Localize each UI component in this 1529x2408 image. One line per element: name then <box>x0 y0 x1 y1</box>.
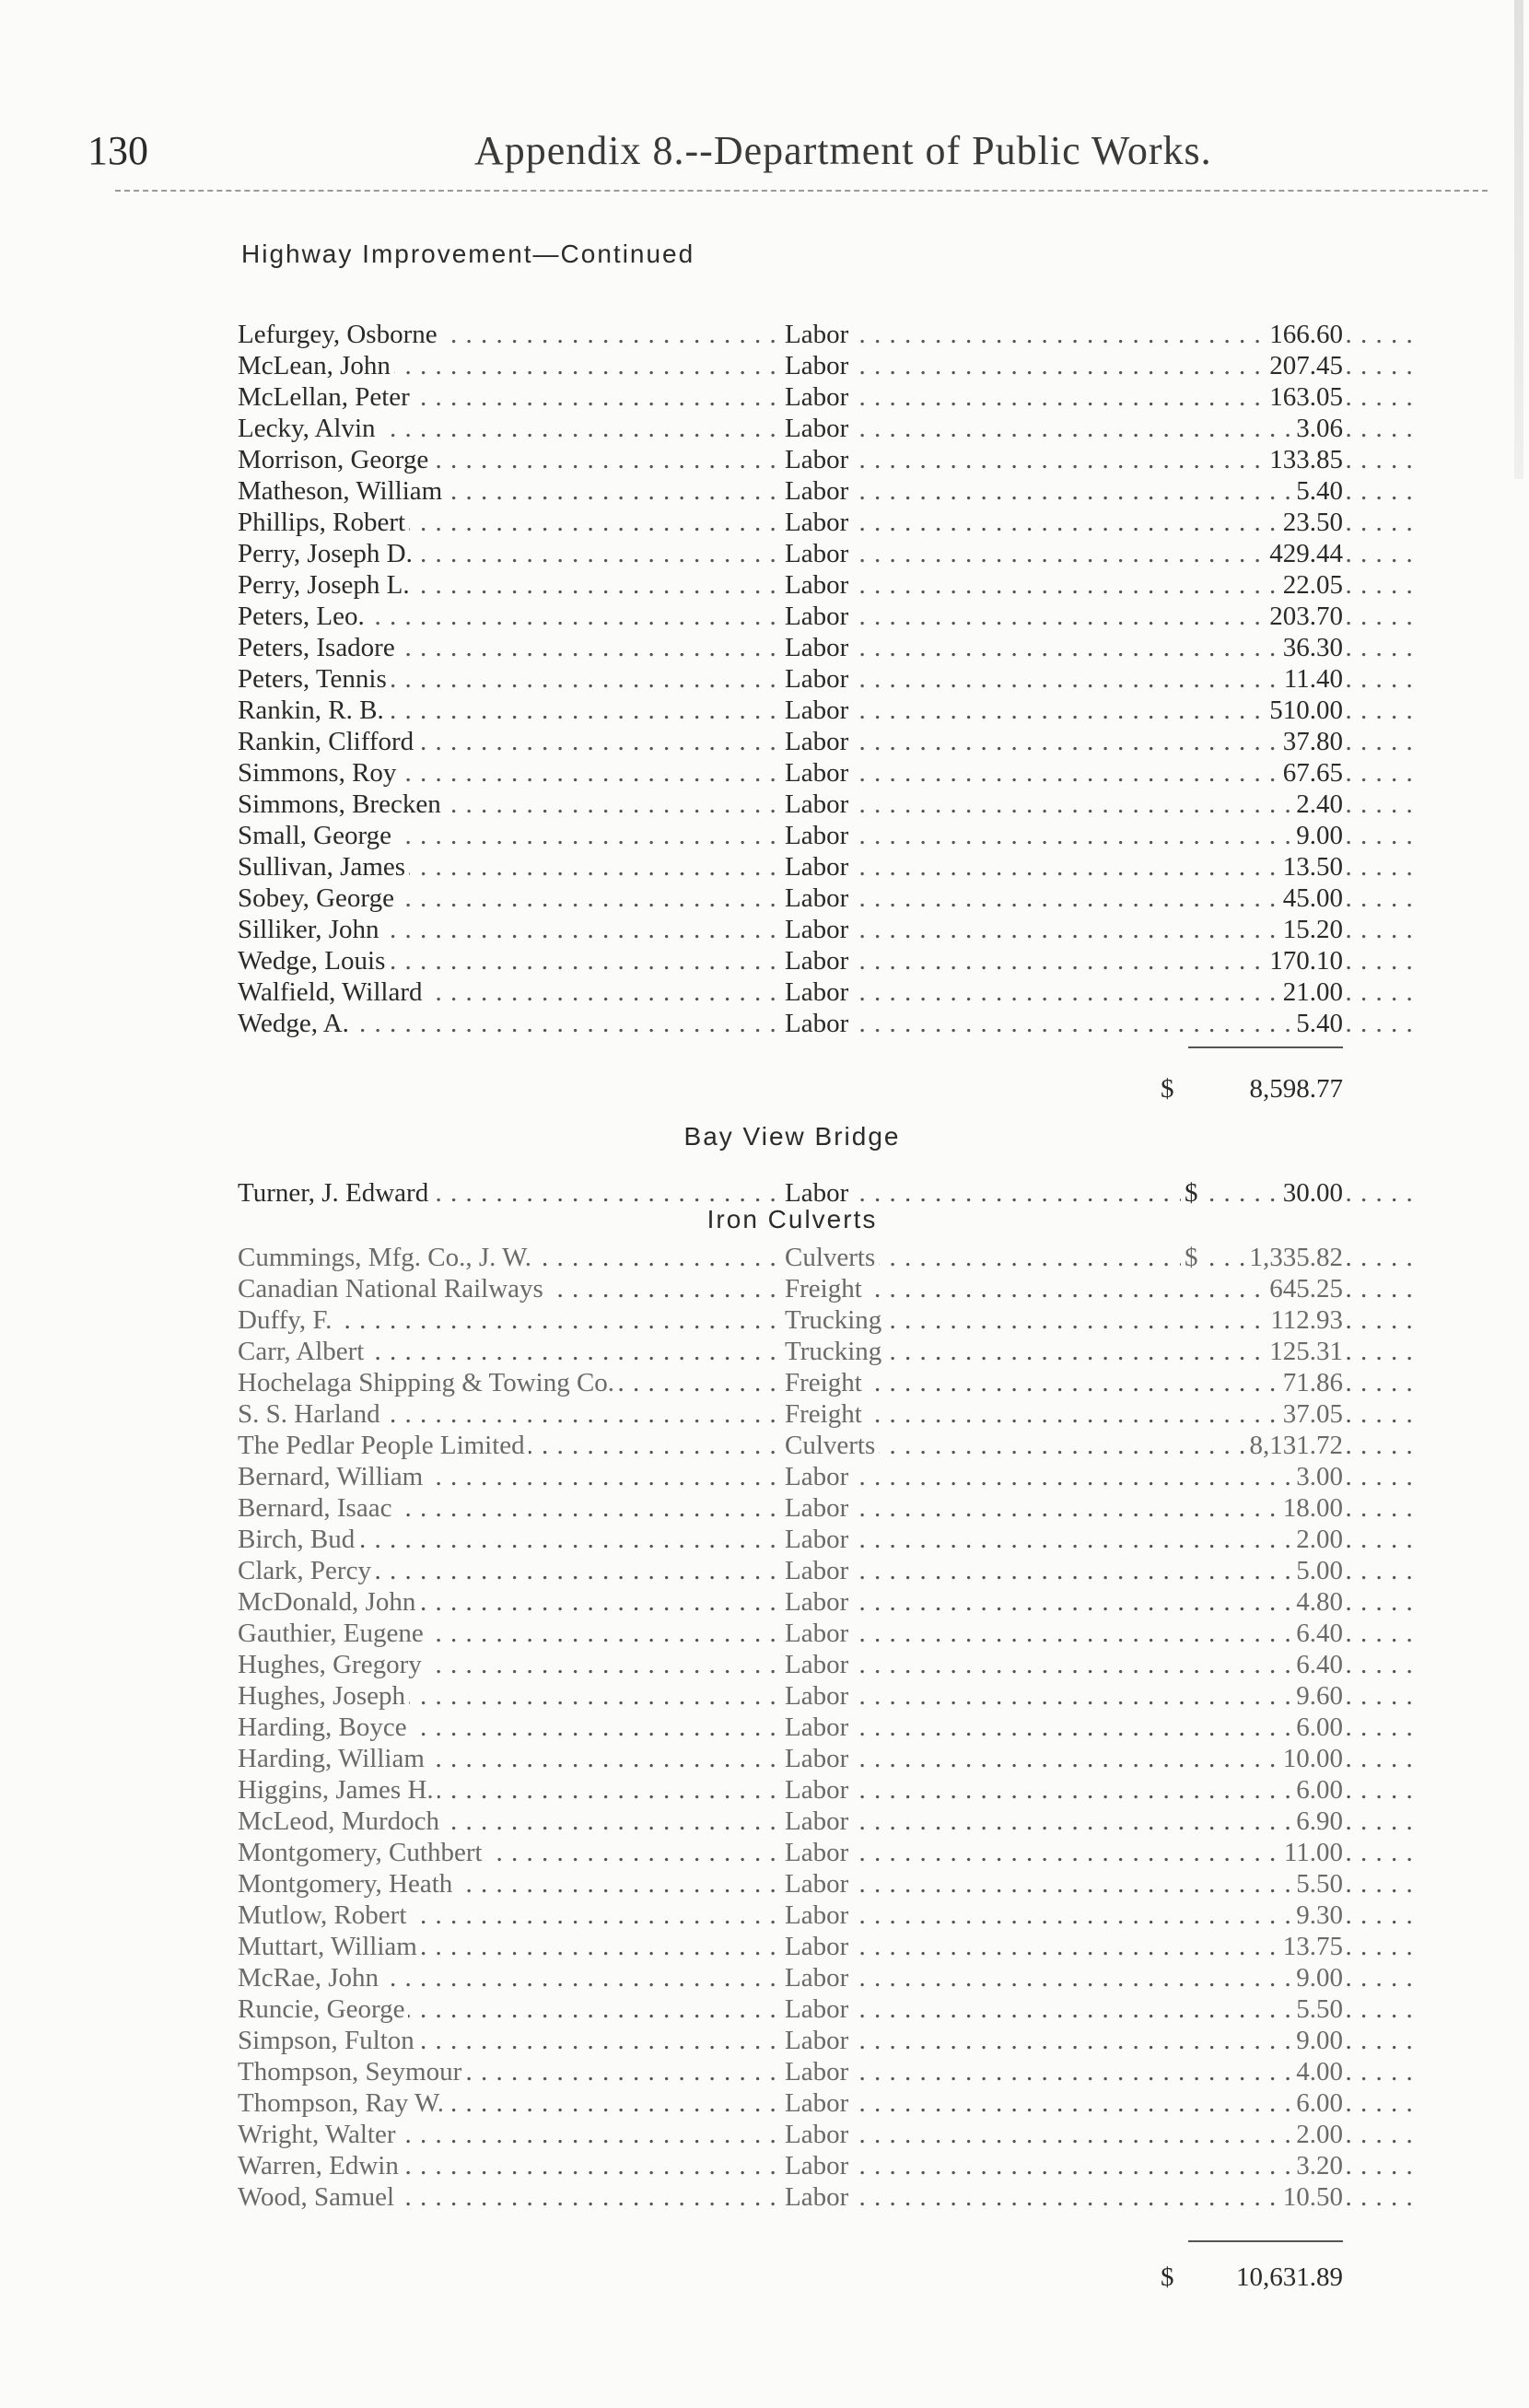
payee-name: McLeod, Murdoch <box>238 1806 443 1837</box>
item-description: Labor <box>783 1993 852 2025</box>
payee-name: Sobey, George <box>238 883 398 914</box>
item-description: Labor <box>783 1743 852 1774</box>
ledger-row <box>238 757 1343 789</box>
amount: 203.70 <box>1264 601 1343 632</box>
total-dollar-sign: $ <box>1161 2262 1174 2292</box>
amount: 5.50 <box>1290 1868 1343 1900</box>
payee-name: Mutlow, Robert <box>238 1900 410 1931</box>
payee-name: Phillips, Robert <box>238 507 409 538</box>
page-header <box>88 127 1488 182</box>
payee-name: Cummings, Mfg. Co., J. W. <box>238 1242 535 1273</box>
amount: 6.40 <box>1290 1618 1343 1649</box>
item-description: Labor <box>783 475 852 507</box>
amount: 5.40 <box>1290 1008 1343 1039</box>
total-rule-highway <box>1188 1046 1343 1048</box>
amount: 37.05 <box>1278 1398 1343 1430</box>
item-description: Labor <box>783 2119 852 2150</box>
ledger-row <box>238 1430 1343 1461</box>
payee-name: Wood, Samuel <box>238 2181 398 2213</box>
payee-name: Duffy, F. <box>238 1304 335 1336</box>
item-description: Labor <box>783 1461 852 1492</box>
ledger-row <box>238 1712 1343 1743</box>
item-description: Labor <box>783 601 852 632</box>
payee-name: Thompson, Seymour <box>238 2056 465 2087</box>
amount: 9.00 <box>1290 820 1343 851</box>
item-description: Culverts <box>783 1242 879 1273</box>
header-rule <box>115 190 1488 192</box>
total-dollar-sign: $ <box>1161 1074 1174 1104</box>
item-description: Labor <box>783 1618 852 1649</box>
payee-name: Perry, Joseph L. <box>238 569 414 601</box>
amount: 5.50 <box>1290 1993 1343 2025</box>
ledger-row <box>238 789 1343 820</box>
amount: 4.00 <box>1290 2056 1343 2087</box>
item-description: Labor <box>783 2087 852 2119</box>
payee-name: Hughes, Joseph <box>238 1680 409 1712</box>
item-description: Labor <box>783 444 852 475</box>
payee-name: McRae, John <box>238 1962 382 1993</box>
page-number: 130 <box>88 128 148 173</box>
amount: 13.75 <box>1278 1931 1343 1962</box>
item-description: Labor <box>783 757 852 789</box>
item-description: Culverts <box>783 1430 879 1461</box>
ledger-row <box>238 632 1343 663</box>
payee-name: Warren, Edwin <box>238 2150 403 2181</box>
amount: 2.00 <box>1290 1524 1343 1555</box>
amount: 71.86 <box>1278 1367 1343 1398</box>
ledger-row <box>238 1492 1343 1524</box>
item-description: Labor <box>783 381 852 413</box>
amount: 37.80 <box>1278 726 1343 757</box>
total-rule-culverts <box>1188 2240 1343 2242</box>
payee-name: Matheson, William <box>238 475 446 507</box>
payee-name: Higgins, James H. <box>238 1774 438 1806</box>
payee-name: Rankin, R. B. <box>238 695 388 726</box>
ledger-row <box>238 695 1343 726</box>
scan-edge-mark <box>1514 0 1523 479</box>
amount: 1,335.82 <box>1244 1242 1344 1273</box>
amount: 6.00 <box>1290 1712 1343 1743</box>
payee-name: Peters, Leo. <box>238 601 368 632</box>
amount: 207.45 <box>1264 350 1343 381</box>
ledger-row <box>238 851 1343 883</box>
amount: 3.06 <box>1290 413 1343 444</box>
dollar-sign: $ <box>1181 1242 1198 1273</box>
amount: 133.85 <box>1264 444 1343 475</box>
payee-name: McDonald, John <box>238 1586 419 1618</box>
item-description: Freight <box>783 1367 866 1398</box>
item-description: Labor <box>783 914 852 945</box>
payee-name: Birch, Bud <box>238 1524 358 1555</box>
item-description: Labor <box>783 2025 852 2056</box>
payee-name: Perry, Joseph D. <box>238 538 416 569</box>
payee-name: Hochelaga Shipping & Towing Co. <box>238 1367 618 1398</box>
amount: 510.00 <box>1264 695 1343 726</box>
amount: 10.00 <box>1278 1743 1343 1774</box>
item-description: Labor <box>783 726 852 757</box>
item-description: Labor <box>783 319 852 350</box>
amount: 112.93 <box>1265 1304 1343 1336</box>
ledger-row <box>238 1993 1343 2025</box>
amount: 429.44 <box>1264 538 1343 569</box>
item-description: Trucking <box>783 1304 885 1336</box>
amount: 645.25 <box>1264 1273 1343 1304</box>
item-description: Labor <box>783 413 852 444</box>
payee-name: Thompson, Ray W. <box>238 2087 448 2119</box>
amount: 2.40 <box>1290 789 1343 820</box>
item-description: Labor <box>783 789 852 820</box>
item-description: Labor <box>783 1806 852 1837</box>
payee-name: S. S. Harland <box>238 1398 384 1430</box>
ledger-bay-view <box>238 1177 1343 1209</box>
ledger-row <box>238 601 1343 632</box>
amount: 166.60 <box>1264 319 1343 350</box>
item-description: Labor <box>783 695 852 726</box>
payee-name: Carr, Albert <box>238 1336 368 1367</box>
payee-name: Wedge, A. <box>238 1008 353 1039</box>
ledger-highway <box>238 319 1343 1039</box>
amount: 15.20 <box>1278 914 1343 945</box>
amount: 18.00 <box>1278 1492 1343 1524</box>
payee-name: Montgomery, Cuthbert <box>238 1837 486 1868</box>
item-description: Labor <box>783 1555 852 1586</box>
item-description: Labor <box>783 1177 852 1209</box>
item-description: Labor <box>783 1008 852 1039</box>
payee-name: Simmons, Roy <box>238 757 400 789</box>
payee-name: Hughes, Gregory <box>238 1649 426 1680</box>
section-heading-bay-view: Bay View Bridge <box>683 1122 901 1151</box>
item-description: Labor <box>783 1492 852 1524</box>
payee-name: Muttart, William <box>238 1931 421 1962</box>
amount: 4.80 <box>1290 1586 1343 1618</box>
ledger-row <box>238 1304 1343 1336</box>
amount: 11.40 <box>1278 663 1343 695</box>
amount: 163.05 <box>1264 381 1343 413</box>
amount: 3.00 <box>1290 1461 1343 1492</box>
ledger-row <box>238 2087 1343 2119</box>
ledger-row <box>238 663 1343 695</box>
ledger-row <box>238 1461 1343 1492</box>
amount: 5.40 <box>1290 475 1343 507</box>
ledger-row <box>238 883 1343 914</box>
amount: 21.00 <box>1278 976 1343 1008</box>
ledger-row <box>238 1618 1343 1649</box>
item-description: Labor <box>783 976 852 1008</box>
payee-name: Peters, Tennis <box>238 663 391 695</box>
item-description: Labor <box>783 1524 852 1555</box>
running-head: Appendix 8.--Department of Public Works. <box>474 128 1212 173</box>
ledger-row <box>238 1586 1343 1618</box>
ledger-row <box>238 2181 1343 2213</box>
item-description: Labor <box>783 851 852 883</box>
ledger-row <box>238 1398 1343 1430</box>
ledger-row <box>238 1900 1343 1931</box>
dollar-sign: $ <box>1181 1177 1198 1209</box>
item-description: Labor <box>783 1680 852 1712</box>
amount: 36.30 <box>1278 632 1343 663</box>
ledger-row <box>238 945 1343 976</box>
ledger-row <box>238 976 1343 1008</box>
item-description: Labor <box>783 1931 852 1962</box>
item-description: Labor <box>783 1649 852 1680</box>
ledger-row <box>238 569 1343 601</box>
item-description: Trucking <box>783 1336 885 1367</box>
payee-name: McLean, John <box>238 350 394 381</box>
payee-name: Bernard, Isaac <box>238 1492 395 1524</box>
ledger-row <box>238 1242 1343 1273</box>
ledger-row <box>238 914 1343 945</box>
ledger-row <box>238 1743 1343 1774</box>
ledger-row <box>238 1931 1343 1962</box>
item-description: Labor <box>783 2181 852 2213</box>
item-description: Labor <box>783 1962 852 1993</box>
ledger-row <box>238 1367 1343 1398</box>
ledger-row <box>238 1806 1343 1837</box>
payee-name: Silliker, John <box>238 914 383 945</box>
amount: 30.00 <box>1278 1177 1343 1209</box>
ledger-row <box>238 1837 1343 1868</box>
item-description: Labor <box>783 883 852 914</box>
amount: 9.00 <box>1290 1962 1343 1993</box>
amount: 10.50 <box>1278 2181 1343 2213</box>
payee-name: Morrison, George <box>238 444 432 475</box>
item-description: Labor <box>783 1868 852 1900</box>
amount: 11.00 <box>1278 1837 1343 1868</box>
ledger-row <box>238 1336 1343 1367</box>
ledger-row <box>238 1008 1343 1039</box>
item-description: Freight <box>783 1273 866 1304</box>
ledger-row <box>238 1524 1343 1555</box>
payee-name: Simpson, Fulton <box>238 2025 418 2056</box>
ledger-row <box>238 381 1343 413</box>
payee-name: The Pedlar People Limited <box>238 1430 529 1461</box>
payee-name: Harding, William <box>238 1743 428 1774</box>
payee-name: Lecky, Alvin <box>238 413 379 444</box>
item-description: Labor <box>783 663 852 695</box>
payee-name: Montgomery, Heath <box>238 1868 456 1900</box>
item-description: Labor <box>783 1900 852 1931</box>
section-heading-iron-culverts: Iron Culverts <box>706 1205 878 1233</box>
item-description: Labor <box>783 2150 852 2181</box>
item-description: Labor <box>783 350 852 381</box>
payee-name: Canadian National Railways <box>238 1273 547 1304</box>
payee-name: Clark, Percy <box>238 1555 375 1586</box>
item-description: Labor <box>783 1837 852 1868</box>
ledger-row <box>238 820 1343 851</box>
amount: 8,131.72 <box>1244 1430 1344 1461</box>
payee-name: Sullivan, James <box>238 851 409 883</box>
amount: 6.90 <box>1290 1806 1343 1837</box>
item-description: Labor <box>783 945 852 976</box>
amount: 23.50 <box>1278 507 1343 538</box>
total-value: 8,598.77 <box>1249 1074 1343 1104</box>
amount: 45.00 <box>1278 883 1343 914</box>
ledger-row <box>238 1273 1343 1304</box>
section-heading-highway: Highway Improvement—Continued <box>241 240 695 268</box>
ledger-row <box>238 444 1343 475</box>
amount: 3.20 <box>1290 2150 1343 2181</box>
ledger-iron-culverts <box>238 1242 1343 2213</box>
payee-name: Small, George <box>238 820 395 851</box>
ledger-row <box>238 507 1343 538</box>
amount: 13.50 <box>1278 851 1343 883</box>
amount: 6.40 <box>1290 1649 1343 1680</box>
amount: 67.65 <box>1278 757 1343 789</box>
ledger-row <box>238 726 1343 757</box>
amount: 125.31 <box>1264 1336 1343 1367</box>
amount: 9.00 <box>1290 2025 1343 2056</box>
amount: 9.30 <box>1290 1900 1343 1931</box>
ledger-row <box>238 1774 1343 1806</box>
item-description: Labor <box>783 1774 852 1806</box>
amount: 22.05 <box>1278 569 1343 601</box>
ledger-row <box>238 1649 1343 1680</box>
item-description: Labor <box>783 2056 852 2087</box>
total-value: 10,631.89 <box>1236 2262 1343 2292</box>
payee-name: Simmons, Brecken <box>238 789 445 820</box>
ledger-row <box>238 2056 1343 2087</box>
payee-name: Runcie, George <box>238 1993 408 2025</box>
ledger-row <box>238 2119 1343 2150</box>
payee-name: Harding, Boyce <box>238 1712 411 1743</box>
item-description: Labor <box>783 632 852 663</box>
amount: 6.00 <box>1290 2087 1343 2119</box>
payee-name: Lefurgey, Osborne <box>238 319 441 350</box>
payee-name: McLellan, Peter <box>238 381 414 413</box>
ledger-row <box>238 538 1343 569</box>
ledger-row <box>238 1680 1343 1712</box>
ledger-row <box>238 1868 1343 1900</box>
item-description: Labor <box>783 538 852 569</box>
ledger-row <box>238 1962 1343 1993</box>
payee-name: Wedge, Louis <box>238 945 389 976</box>
item-description: Freight <box>783 1398 866 1430</box>
payee-name: Turner, J. Edward <box>238 1177 432 1209</box>
item-description: Labor <box>783 1586 852 1618</box>
payee-name: Wright, Walter <box>238 2119 400 2150</box>
ledger-row <box>238 475 1343 507</box>
amount: 170.10 <box>1264 945 1343 976</box>
payee-name: Rankin, Clifford <box>238 726 417 757</box>
amount: 2.00 <box>1290 2119 1343 2150</box>
item-description: Labor <box>783 820 852 851</box>
amount: 9.60 <box>1290 1680 1343 1712</box>
payee-name: Walfield, Willard <box>238 976 426 1008</box>
ledger-row <box>238 2150 1343 2181</box>
ledger-row <box>238 350 1343 381</box>
ledger-row <box>238 413 1343 444</box>
ledger-row <box>238 319 1343 350</box>
payee-name: Peters, Isadore <box>238 632 399 663</box>
ledger-row <box>238 2025 1343 2056</box>
ledger-row <box>238 1555 1343 1586</box>
item-description: Labor <box>783 1712 852 1743</box>
item-description: Labor <box>783 569 852 601</box>
amount: 6.00 <box>1290 1774 1343 1806</box>
payee-name: Bernard, William <box>238 1461 426 1492</box>
ledger-row <box>238 1177 1343 1209</box>
payee-name: Gauthier, Eugene <box>238 1618 427 1649</box>
amount: 5.00 <box>1290 1555 1343 1586</box>
item-description: Labor <box>783 507 852 538</box>
